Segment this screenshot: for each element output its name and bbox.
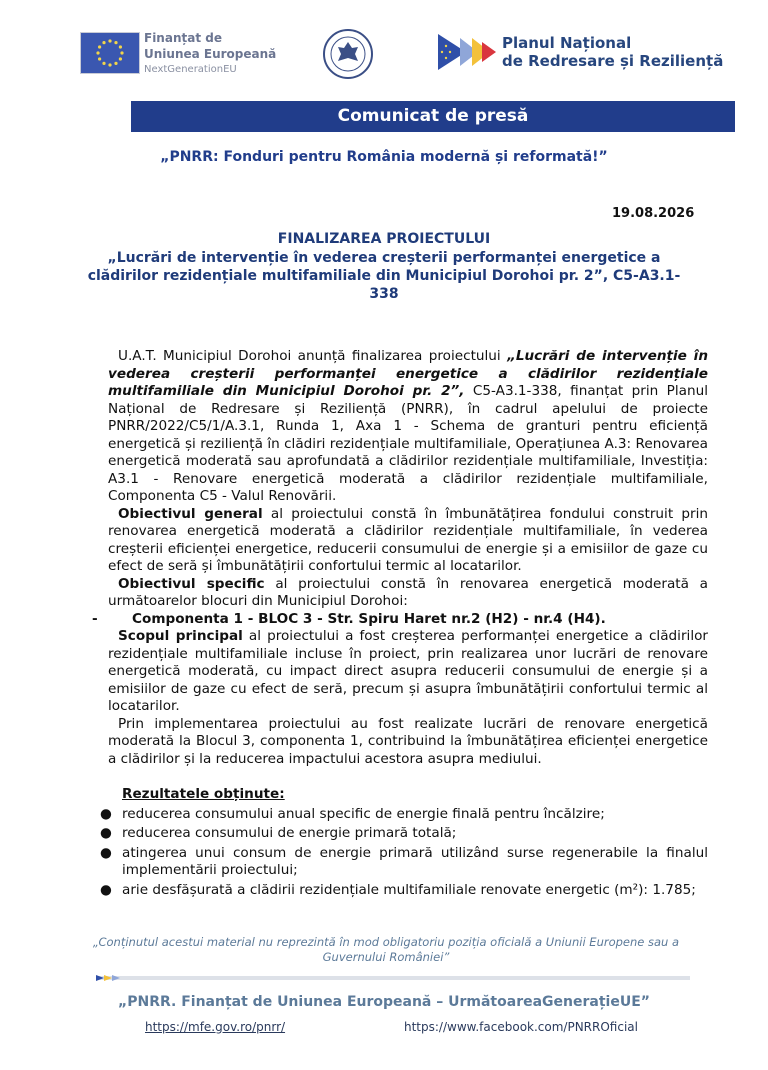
eu-line3: NextGenerationEU [144, 64, 237, 75]
component-text: Componenta 1 - BLOC 3 - Str. Spiru Haret nr.2 (H2) - nr.4 (H4). [132, 610, 606, 627]
press-release-body [92, 348, 708, 901]
intro-text-a: U.A.T. Municipiul Dorohoi anunță finalizarea proiectului [118, 348, 508, 364]
main-purpose-text: al proiectului a fost creșterea performanței energetice a clădirilor rezidențiale multifamiliale incluse în proiect, prin realizarea unor lucrări de renovare energetică moderată, cu impact direct asupra reducerii consumului de energie și a emisiilor de gaze cu efect de seră, precum și asupra îmbunătățirii confortului termic al locatarilor. [108, 628, 708, 714]
intro-text-c: C5-A3.1-338, finanțat prin Planul Național de Redresare și Reziliență (PNRR), în cadrul apelului de proiecte PNRR/2022/C5/1/A.3.1, Runda 1, Axa 1 - Schema de granturi pentru eficiență energetică și reziliență în clădiri rezidențiale multifamiliale, Operațiunea A.3: Renovarea energetică moderată sau aprofundată a clădirilor rezidențiale multifamiliale, Investiția: A3.1 - Renovare energetică moderată a clădirilor rezidențiale multifamiliale, Componenta C5 - Valul Renovării. [108, 383, 708, 504]
pnrr-title [502, 34, 723, 70]
result-text: atingerea unui consum de energie primară utilizând surse regenerabile la finalul implementării proiectului; [122, 844, 708, 878]
project-title-heading: FINALIZAREA PROIECTULUI [277, 231, 491, 247]
intro-project-name: „Lucrări de intervenție în vederea creșterii performanței energetice a clădirilor rezidențiale multifamiliale din Municipiul Dorohoi pr. 2”, [108, 348, 708, 399]
project-title-name: „Lucrări de intervenție în vederea creșterii performanței energetice a clădirilor rezidențiale multifamiliale din Municipiul Dorohoi pr. 2”, C5-A3.1-338 [87, 250, 681, 302]
list-item [100, 844, 708, 880]
results-section [100, 786, 708, 899]
paragraph-main-purpose [108, 628, 708, 716]
eu-funding-text [144, 30, 276, 78]
release-date: 19.08.2026 [612, 206, 695, 221]
bullet-icon: ● [100, 881, 112, 898]
bullet-icon: ● [100, 844, 112, 861]
paragraph-implementation: Prin implementarea proiectului au fost realizate lucrări de renovare energetică moderată la Blocul 3, componenta 1, contribuind la îmbunătățirea eficienței energetice a clădirilor și la reducerea impactului acestora asupra mediului. [108, 715, 708, 767]
specific-objective-label: Obiectivul specific [118, 575, 265, 592]
result-text: reducerea consumului de energie primară totală; [122, 825, 457, 841]
result-text: arie desfășurată a clădirii rezidențiale multifamiliale renovate energetic (m²): 1.785; [122, 881, 696, 898]
results-heading: Rezultatele obținute: [122, 786, 285, 802]
general-objective-text: al proiectului constă în îmbunătățirea fondului construit prin renovarea energetică moderată a clădirilor rezidențiale multifamiliale, în vederea creșterii eficienței energetice, reducerii consumului de energie și a emisiilor de gaze cu efect de seră și îmbunătățirii confortului termic al locatarilor. [108, 505, 708, 574]
main-purpose-label: Scopul principal [118, 628, 243, 644]
eu-line2: Uniunea Europeană [144, 47, 277, 61]
result-text: reducerea consumului anual specific de energie finală pentru încălzire; [122, 805, 605, 822]
general-objective-label: Obiectivul general [118, 505, 263, 522]
facebook-link[interactable]: https://www.facebook.com/PNRROficial [404, 1020, 638, 1034]
press-release-banner: Comunicat de presă [131, 101, 735, 132]
footer-divider [96, 966, 690, 972]
dash-bullet-icon: - [92, 610, 98, 627]
mfe-link[interactable]: https://mfe.gov.ro/pnrr/ [145, 1020, 286, 1034]
government-seal-icon [322, 28, 374, 80]
bullet-icon: ● [100, 805, 112, 822]
slogan: „PNRR: Fonduri pentru România modernă și reformată!” [160, 149, 608, 165]
eu-line1: Finanțat de [144, 31, 222, 45]
disclaimer: „Conținutul acestui material nu reprezintă în mod obligatoriu poziția oficială a Uniunii Europene sau a Guvernului României” [92, 935, 680, 964]
pnrr-logo-icon [438, 34, 496, 70]
results-list [100, 805, 708, 900]
pnrr-line2: de Redresare și Reziliență [502, 52, 724, 70]
bullet-icon: ● [100, 825, 112, 841]
footer-tagline: „PNRR. Finanțat de Uniunea Europeană – UrmătoareaGenerațieUE” [118, 994, 650, 1010]
paragraph-general-objective [108, 506, 708, 576]
list-item [100, 805, 708, 824]
list-item [100, 825, 708, 843]
eu-flag-logo [80, 32, 140, 74]
list-item [100, 881, 708, 900]
paragraph-specific-objective [108, 576, 708, 611]
paragraph-intro [108, 348, 708, 506]
component-item [92, 610, 708, 629]
specific-objective-text: al proiectului constă în renovarea energetică moderată a următoarelor blocuri din Municipiul Dorohoi: [108, 575, 708, 609]
pnrr-line1: Planul Național [502, 34, 632, 52]
